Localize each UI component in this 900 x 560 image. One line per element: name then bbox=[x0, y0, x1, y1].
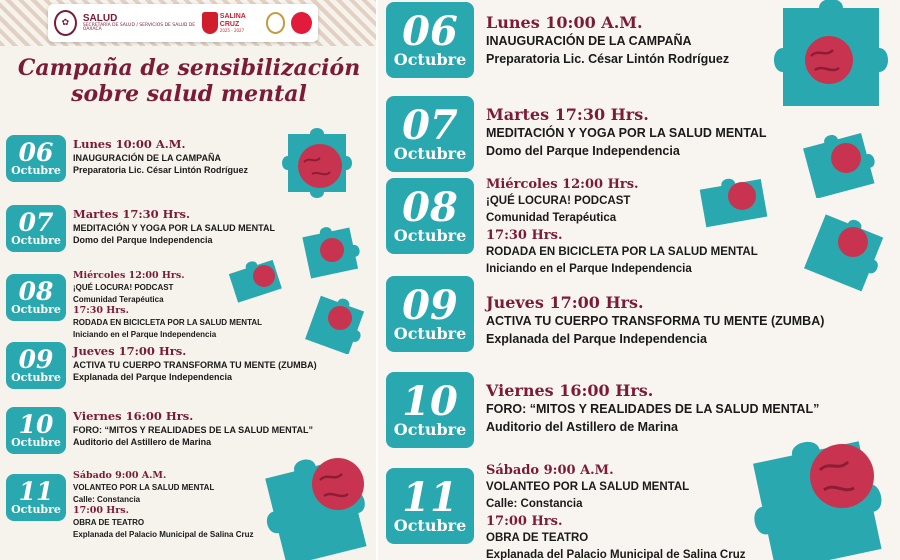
date-badge bbox=[6, 407, 66, 454]
date-badge bbox=[6, 135, 66, 182]
title-line-2: sobre salud mental bbox=[71, 80, 307, 107]
date-badge bbox=[6, 205, 66, 252]
event-08 bbox=[6, 270, 262, 340]
date-day: 10 bbox=[18, 410, 54, 440]
date-badge bbox=[6, 474, 66, 521]
date-month: Octubre bbox=[11, 303, 61, 317]
date-month: Octubre bbox=[393, 323, 467, 343]
event-place-2: Iniciando en el Parque Independencia bbox=[73, 329, 217, 339]
date-month: Octubre bbox=[11, 371, 61, 385]
page-title bbox=[0, 56, 378, 108]
event-title: ¡QUÉ LOCURA! PODCAST bbox=[486, 195, 631, 207]
date-month: Octubre bbox=[393, 515, 467, 535]
event-time: Miércoles 12:00 Hrs. bbox=[73, 270, 185, 281]
event-time: Sábado 9:00 A.M. bbox=[73, 470, 167, 481]
date-day: 09 bbox=[18, 345, 54, 375]
title-line-1: Campaña de sensibilización bbox=[17, 55, 361, 81]
event-place: Explanada del Parque Independencia bbox=[486, 331, 707, 346]
event-place: Preparatoria Lic. César Lintón Rodríguez bbox=[73, 165, 249, 175]
event-place-2: Explanada del Palacio Municipal de Salina Cruz bbox=[73, 529, 254, 539]
event-title-2: OBRA DE TEATRO bbox=[486, 532, 589, 544]
right-flyer-panel bbox=[378, 0, 900, 560]
date-day: 09 bbox=[402, 281, 458, 329]
puzzle-brain-icon bbox=[268, 122, 372, 214]
date-month: Octubre bbox=[393, 225, 467, 245]
salud-logo-subtitle: SECRETARÍA DE SALUD / SERVICIOS DE SALUD DE OAXACA bbox=[82, 22, 196, 32]
event-title: ¡QUÉ LOCURA! PODCAST bbox=[73, 283, 174, 292]
event-place-2: Explanada del Palacio Municipal de Salina Cruz bbox=[486, 549, 746, 560]
date-badge bbox=[386, 372, 474, 448]
logo-bar bbox=[48, 4, 318, 42]
event-title: MEDITACIÓN Y YOGA POR LA SALUD MENTAL bbox=[73, 223, 276, 233]
event-title: VOLANTEO POR LA SALUD MENTAL bbox=[486, 481, 690, 493]
event-title-2: RODADA EN BICICLETA POR LA SALUD MENTAL bbox=[73, 318, 263, 327]
date-month: Octubre bbox=[11, 436, 61, 450]
event-place: Preparatoria Lic. César Lintón Rodríguez bbox=[486, 51, 730, 66]
event-place: Calle: Constancia bbox=[73, 494, 141, 504]
event-11 bbox=[386, 462, 745, 560]
event-09 bbox=[6, 342, 317, 389]
oaxaca-seal-icon: ✿ bbox=[54, 10, 77, 36]
date-day: 11 bbox=[402, 473, 458, 521]
salud-logo-title: SALUD bbox=[82, 12, 118, 24]
salina-cruz-logo bbox=[202, 12, 260, 34]
event-11 bbox=[6, 470, 254, 540]
event-09 bbox=[386, 276, 824, 352]
puzzle-brain-icon bbox=[300, 222, 360, 280]
event-10 bbox=[6, 407, 313, 454]
date-badge bbox=[386, 2, 474, 78]
event-time: Miércoles 12:00 Hrs. bbox=[486, 177, 639, 192]
heart-logo-icon bbox=[291, 12, 312, 34]
round-emblem-icon bbox=[266, 12, 285, 34]
salina-cruz-logo-name: SALINA CRUZ bbox=[219, 13, 246, 28]
date-day: 06 bbox=[402, 7, 458, 55]
date-badge bbox=[386, 468, 474, 544]
event-07 bbox=[386, 96, 767, 172]
date-day: 07 bbox=[18, 208, 54, 238]
event-place: Comunidad Terapéutica bbox=[486, 212, 617, 224]
date-month: Octubre bbox=[11, 234, 61, 248]
event-title: ACTIVA TU CUERPO TRANSFORMA TU MENTE (ZUMBA) bbox=[73, 360, 317, 370]
event-time: Lunes 10:00 A.M. bbox=[486, 13, 643, 32]
date-month: Octubre bbox=[393, 143, 467, 163]
event-title-2: OBRA DE TEATRO bbox=[73, 518, 145, 527]
date-badge bbox=[386, 96, 474, 172]
event-title-2: RODADA EN BICICLETA POR LA SALUD MENTAL bbox=[486, 246, 758, 258]
event-time: Sábado 9:00 A.M. bbox=[486, 463, 614, 478]
date-badge bbox=[386, 276, 474, 352]
salina-cruz-logo-years: 2025 - 2027 bbox=[219, 27, 245, 33]
event-time-2: 17:00 Hrs. bbox=[486, 514, 563, 529]
event-title: FORO: “MITOS Y REALIDADES DE LA SALUD MENTAL” bbox=[73, 425, 314, 435]
event-time: Jueves 17:00 Hrs. bbox=[73, 344, 187, 358]
event-place-2: Iniciando en el Parque Independencia bbox=[486, 263, 692, 275]
date-month: Octubre bbox=[393, 419, 467, 439]
date-day: 06 bbox=[18, 138, 54, 168]
event-08 bbox=[386, 176, 758, 278]
event-title: INAUGURACIÓN DE LA CAMPAÑA bbox=[486, 34, 692, 48]
shield-icon bbox=[202, 12, 217, 34]
event-time: Martes 17:30 Hrs. bbox=[486, 105, 649, 124]
event-time: Martes 17:30 Hrs. bbox=[73, 207, 191, 221]
event-time: Jueves 17:00 Hrs. bbox=[486, 293, 644, 312]
event-title: MEDITACIÓN Y YOGA POR LA SALUD MENTAL bbox=[486, 126, 767, 140]
event-place: Auditorio del Astillero de Marina bbox=[73, 437, 212, 447]
event-place: Explanada del Parque Independencia bbox=[73, 372, 233, 382]
event-title: VOLANTEO POR LA SALUD MENTAL bbox=[73, 483, 215, 492]
date-day: 08 bbox=[402, 183, 458, 231]
event-place: Domo del Parque Independencia bbox=[486, 143, 680, 158]
event-time-2: 17:00 Hrs. bbox=[73, 505, 129, 516]
event-06 bbox=[6, 135, 248, 182]
puzzle-brain-icon bbox=[262, 440, 378, 560]
date-day: 08 bbox=[18, 277, 54, 307]
event-place: Domo del Parque Independencia bbox=[73, 235, 213, 245]
event-time-2: 17:30 Hrs. bbox=[73, 305, 129, 316]
event-title: FORO: “MITOS Y REALIDADES DE LA SALUD MENTAL” bbox=[486, 402, 820, 416]
event-time: Viernes 16:00 Hrs. bbox=[73, 409, 194, 423]
date-month: Octubre bbox=[11, 164, 61, 178]
event-10 bbox=[386, 372, 819, 448]
event-time: Viernes 16:00 Hrs. bbox=[486, 381, 654, 400]
date-badge bbox=[386, 178, 474, 254]
date-day: 10 bbox=[402, 377, 458, 425]
left-flyer-panel bbox=[0, 0, 378, 560]
salud-logo bbox=[83, 14, 197, 33]
event-title: INAUGURACIÓN DE LA CAMPAÑA bbox=[73, 153, 221, 163]
event-06 bbox=[386, 2, 729, 78]
date-badge bbox=[6, 274, 66, 321]
puzzle-brain-icon bbox=[798, 128, 878, 198]
event-time: Lunes 10:00 A.M. bbox=[73, 137, 186, 151]
event-place: Auditorio del Astillero de Marina bbox=[486, 419, 678, 434]
date-badge bbox=[6, 342, 66, 389]
event-place: Calle: Constancia bbox=[486, 498, 583, 510]
event-title: ACTIVA TU CUERPO TRANSFORMA TU MENTE (ZUMBA) bbox=[486, 314, 825, 328]
date-day: 11 bbox=[18, 477, 54, 507]
event-07 bbox=[6, 205, 275, 252]
date-month: Octubre bbox=[393, 49, 467, 69]
date-month: Octubre bbox=[11, 503, 61, 517]
puzzle-brain-icon bbox=[763, 0, 898, 110]
event-time-2: 17:30 Hrs. bbox=[486, 228, 563, 243]
event-place: Comunidad Terapéutica bbox=[73, 294, 164, 304]
date-day: 07 bbox=[402, 101, 458, 149]
